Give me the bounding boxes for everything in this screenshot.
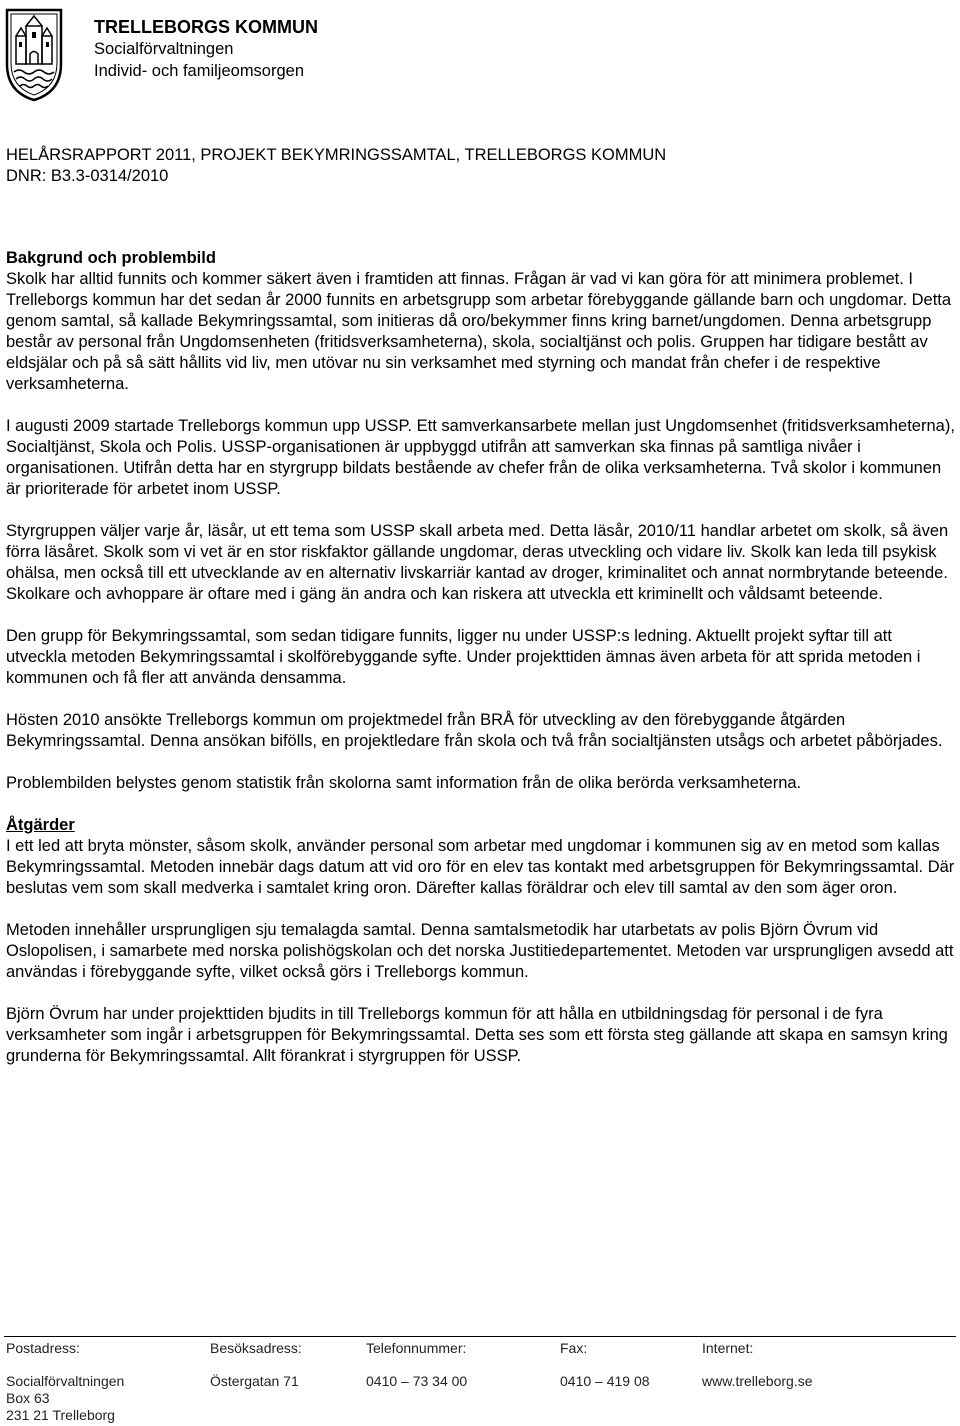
footer-postal-line: 231 21 Trelleborg <box>6 1407 115 1423</box>
unit-name: Individ- och familjeomsorgen <box>94 62 305 80</box>
footer-visit-label: Besöksadress: <box>210 1340 302 1356</box>
paragraph: Skolk har alltid funnits och kommer säkert även i framtiden att finnas. Frågan är vad vi kan göra för att minimera problemet. I Trelleborgs kommun har det sedan år 2000 funnits en arbetsgrupp som arbetar förebyggande gällande barn och ungdomar. Detta genom samtal, så kallade Bekymringssamtal, som initieras då oro/bekymmer finns kring barnet/ungdomen. Denna arbetsgrupp består av personal från Ungdomsenheten (fritidsverksamheterna), skola, socialtjänst och polis. Gruppen har tidigare bestått av eldsjälar och på så sätt hållits vid liv, men utövar nu sin verksamhet med styrning och mandat från chefer i de respektive verksamheterna. <box>6 270 952 393</box>
paragraph: Problembilden belystes genom statistik från skolorna samt information från de olika berörda verksamheterna. <box>6 774 802 792</box>
footer-fax-column <box>560 1340 650 1390</box>
footer-web-label: Internet: <box>702 1340 754 1356</box>
footer-phone-column <box>366 1340 467 1390</box>
footer-phone-value: 0410 – 73 34 00 <box>366 1373 468 1389</box>
municipal-coat-of-arms-logo <box>4 6 64 102</box>
footer-postal-column <box>6 1340 124 1424</box>
report-title: HELÅRSRAPPORT 2011, PROJEKT BEKYMRINGSSAMTAL, TRELLEBORGS KOMMUN <box>6 146 667 164</box>
footer-web-column <box>702 1340 813 1390</box>
paragraph: Björn Övrum har under projekttiden bjudits in till Trelleborgs kommun för att hålla en utbildningsdag för personal i de fyra verksamheter som ingår i arbetsgruppen för Bekymringssamtal. Detta ses som ett första steg gällande att skapa en samsyn kring grunderna för Bekymringssamtal. Allt förankrat i styrgruppen för USSP. <box>6 1005 948 1065</box>
paragraph: Metoden innehåller ursprungligen sju temalagda samtal. Denna samtalsmetodik har utarbetats av polis Björn Övrum vid Oslopolisen, i samarbete med norska polishögskolan och det norska Justitiedepartementet. Metoden var ursprungligen avsedd att användas i förebyggande syfte, vilket också görs i Trelleborgs kommun. <box>6 921 954 981</box>
footer-visit-column <box>210 1340 302 1390</box>
report-header <box>6 145 666 187</box>
paragraph: I ett led att bryta mönster, såsom skolk, använder personal som arbetar med ungdomar i kommunen sig av en metod som kallas Bekymringssamtal. Metoden innebär dags datum att vid oro för en elev tas kontakt med arbetsgruppen för Bekymringssamtal. Där beslutas vem som skall medverka i samtalet kring oron. Därefter kallas föräldrar och elev till samtal av den som äger oron. <box>6 837 955 897</box>
footer-fax-value: 0410 – 419 08 <box>560 1373 650 1389</box>
letterhead <box>94 16 318 82</box>
organization-name: TRELLEBORGS KOMMUN <box>94 17 318 37</box>
footer-postal-line: Socialförvaltningen <box>6 1373 125 1389</box>
footer-postal-line: Box 63 <box>6 1390 50 1406</box>
paragraph: Den grupp för Bekymringssamtal, som sedan tidigare funnits, ligger nu under USSP:s ledning. Aktuellt projekt syftar till att utveckla metoden Bekymringssamtal i skolförebyggande syfte. Under projekttiden ämnas även arbeta för att sprida metoden i kommunen och få fler att använda densamma. <box>6 627 921 687</box>
section-heading-measures: Åtgärder <box>6 816 75 834</box>
report-dnr: DNR: B3.3-0314/2010 <box>6 167 169 185</box>
paragraph: Hösten 2010 ansökte Trelleborgs kommun om projektmedel från BRÅ för utveckling av den förebyggande åtgärden Bekymringssamtal. Denna ansökan bifölls, en projektledare från skola och två från socialtjänsten utsågs och arbetet påbörjades. <box>6 711 943 750</box>
footer-phone-label: Telefonnummer: <box>366 1340 467 1356</box>
section-heading-background: Bakgrund och problembild <box>6 249 216 267</box>
footer-postal-label: Postadress: <box>6 1340 80 1356</box>
footer-fax-label: Fax: <box>560 1340 588 1356</box>
footer-web-link[interactable]: www.trelleborg.se <box>702 1373 813 1389</box>
footer-visit-value: Östergatan 71 <box>210 1373 299 1389</box>
document-body <box>6 248 956 1067</box>
footer-divider <box>4 1336 956 1337</box>
paragraph: I augusti 2009 startade Trelleborgs kommun upp USSP. Ett samverkansarbete mellan just Ungdomsenhet (fritidsverksamheterna), Socialtjänst, Skola och Polis. USSP-organisationen är uppbyggd utifrån att samverkan ska finnas på samtliga nivåer i organisationen. Utifrån detta har en styrgrupp bildats bestående av chefer från de olika verksamheterna. Två skolor i kommunen är prioriterade för arbetet inom USSP. <box>6 417 955 498</box>
department-name: Socialförvaltningen <box>94 40 234 58</box>
paragraph: Styrgruppen väljer varje år, läsår, ut ett tema som USSP skall arbeta med. Detta läsår, 2010/11 handlar arbetet om skolk, så även förra läsåret. Skolk som vi vet är en stor riskfaktor gällande ungdomar, deras utveckling och vidare liv. Skolk kan leda till psykisk ohälsa, men också till ett utvecklande av en alternativ livskarriär kantad av droger, kriminalitet och annat normbrytande beteende. Skolkare och avhoppare är oftare med i gäng än andra och kan riskera att utveckla ett kriminellt och våldsamt beteende. <box>6 522 949 603</box>
